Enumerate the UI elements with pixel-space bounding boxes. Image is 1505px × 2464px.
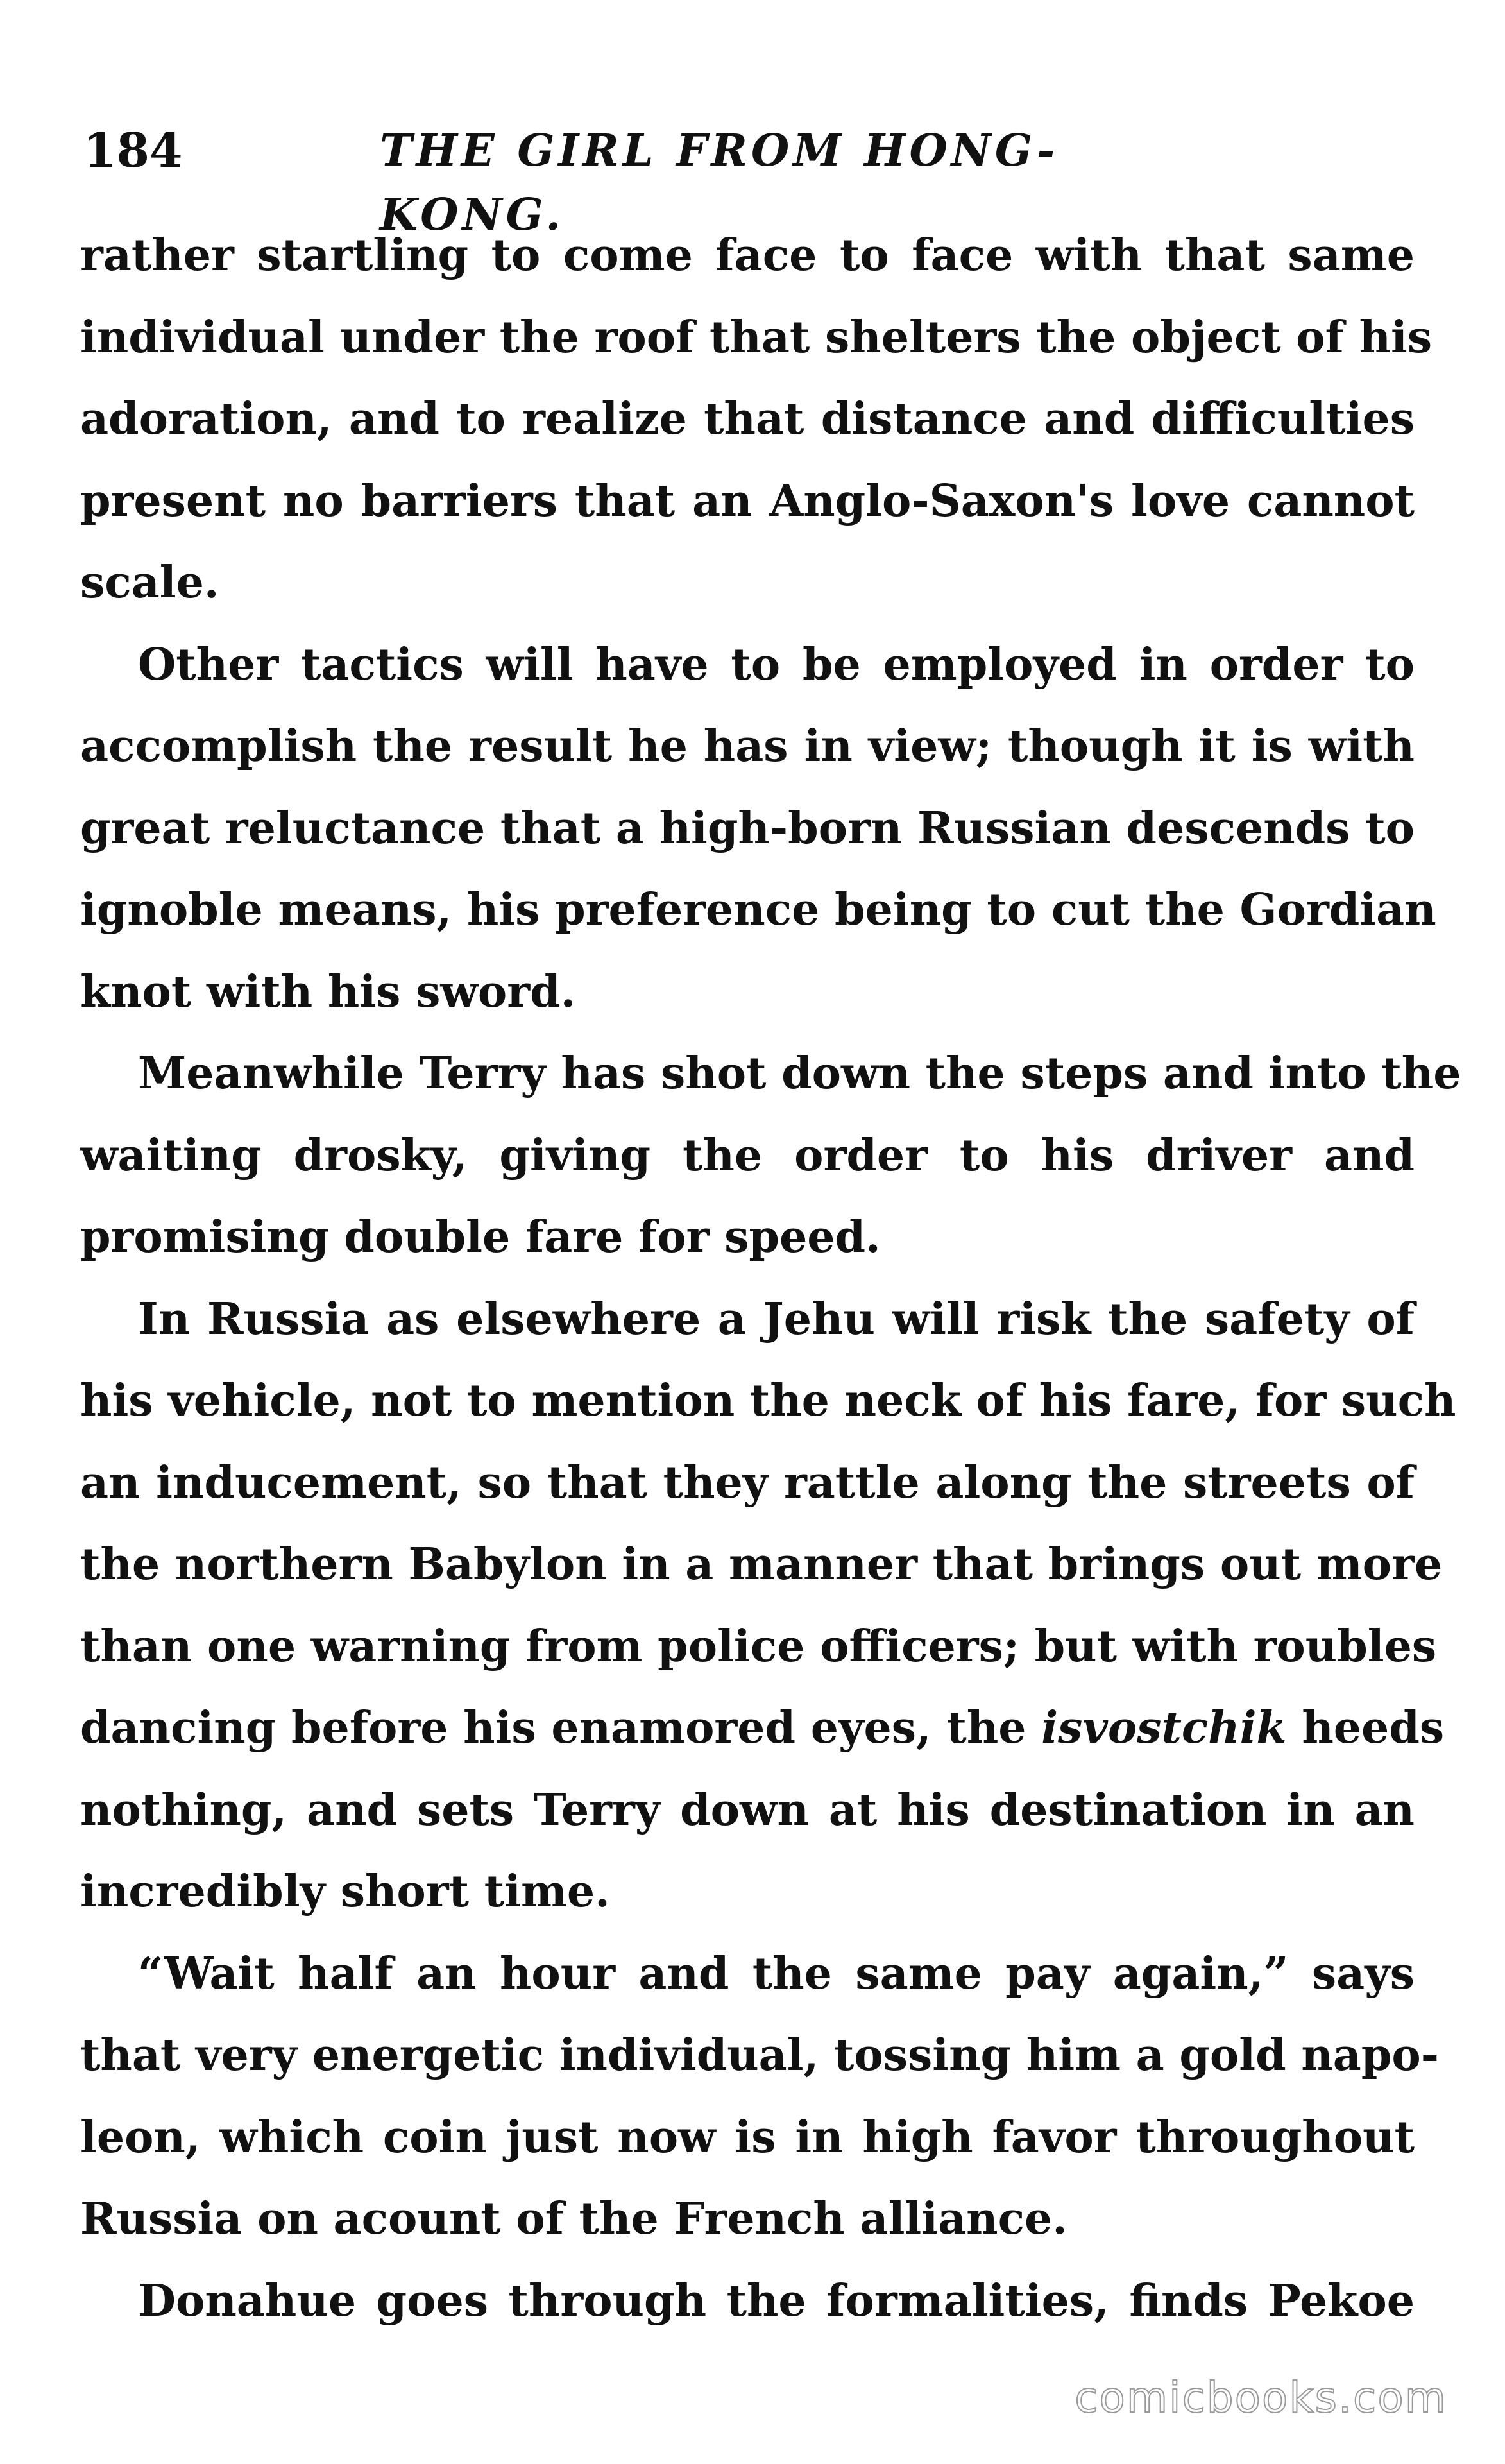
text-line: than one warning from police officers; but with roubles <box>80 1620 1437 1672</box>
text-line: present no barriers that an Anglo-Saxon's love cannot <box>80 475 1415 527</box>
text-line: that very energetic individual, tossing him a gold napo- <box>80 2030 1439 2081</box>
text-line: scale. <box>80 557 219 608</box>
text-line: his vehicle, not to mention the neck of his fare, for such <box>80 1375 1456 1426</box>
text-line: incredibly short time. <box>80 1866 610 1917</box>
page-number: 184 <box>83 123 183 178</box>
running-title: THE GIRL FROM HONG-KONG. <box>380 125 1059 241</box>
running-head <box>83 119 1161 241</box>
text-line: rather startling to come face to face with that same <box>80 230 1415 281</box>
text-line: promising double fare for speed. <box>80 1211 881 1263</box>
text-line: knot with his sword. <box>80 966 576 1018</box>
text-line: ignoble means, his preference being to cut the Gordian <box>80 884 1436 936</box>
text-line: individual under the roof that shelters the object of his <box>80 311 1433 363</box>
text-line: accomplish the result he has in view; though it is with <box>80 721 1415 772</box>
text-line: great reluctance that a high-born Russian descends to <box>80 802 1415 854</box>
text-line: adoration, and to realize that distance and difficulties <box>80 393 1415 445</box>
text-line: nothing, and sets Terry down at his destination in an <box>80 1784 1415 1836</box>
text-line: an inducement, so that they rattle along the streets of <box>80 1457 1415 1509</box>
text-line: the northern Babylon in a manner that brings out more <box>80 1539 1443 1590</box>
text-line: Other tactics will have to be employed in order to <box>138 638 1415 690</box>
text-line: Russia on acount of the French alliance. <box>80 2193 1067 2245</box>
body-text <box>80 215 1461 2342</box>
text-line: Donahue goes through the formalities, finds Pekoe <box>138 2275 1415 2327</box>
text-line: In Russia as elsewhere a Jehu will risk the safety of <box>138 1293 1415 1345</box>
watermark: comicbooks.com <box>1075 2373 1447 2422</box>
text-line: dancing before his enamored eyes, the isvostchik heeds <box>80 1702 1445 1754</box>
text-line: Meanwhile Terry has shot down the steps and into the <box>138 1048 1461 1099</box>
text-line: waiting drosky, giving the order to his driver and <box>80 1129 1415 1181</box>
text-line: “Wait half an hour and the same pay again,” says <box>138 1947 1415 1999</box>
text-line: leon, which coin just now is in high favor throughout <box>80 2111 1415 2163</box>
